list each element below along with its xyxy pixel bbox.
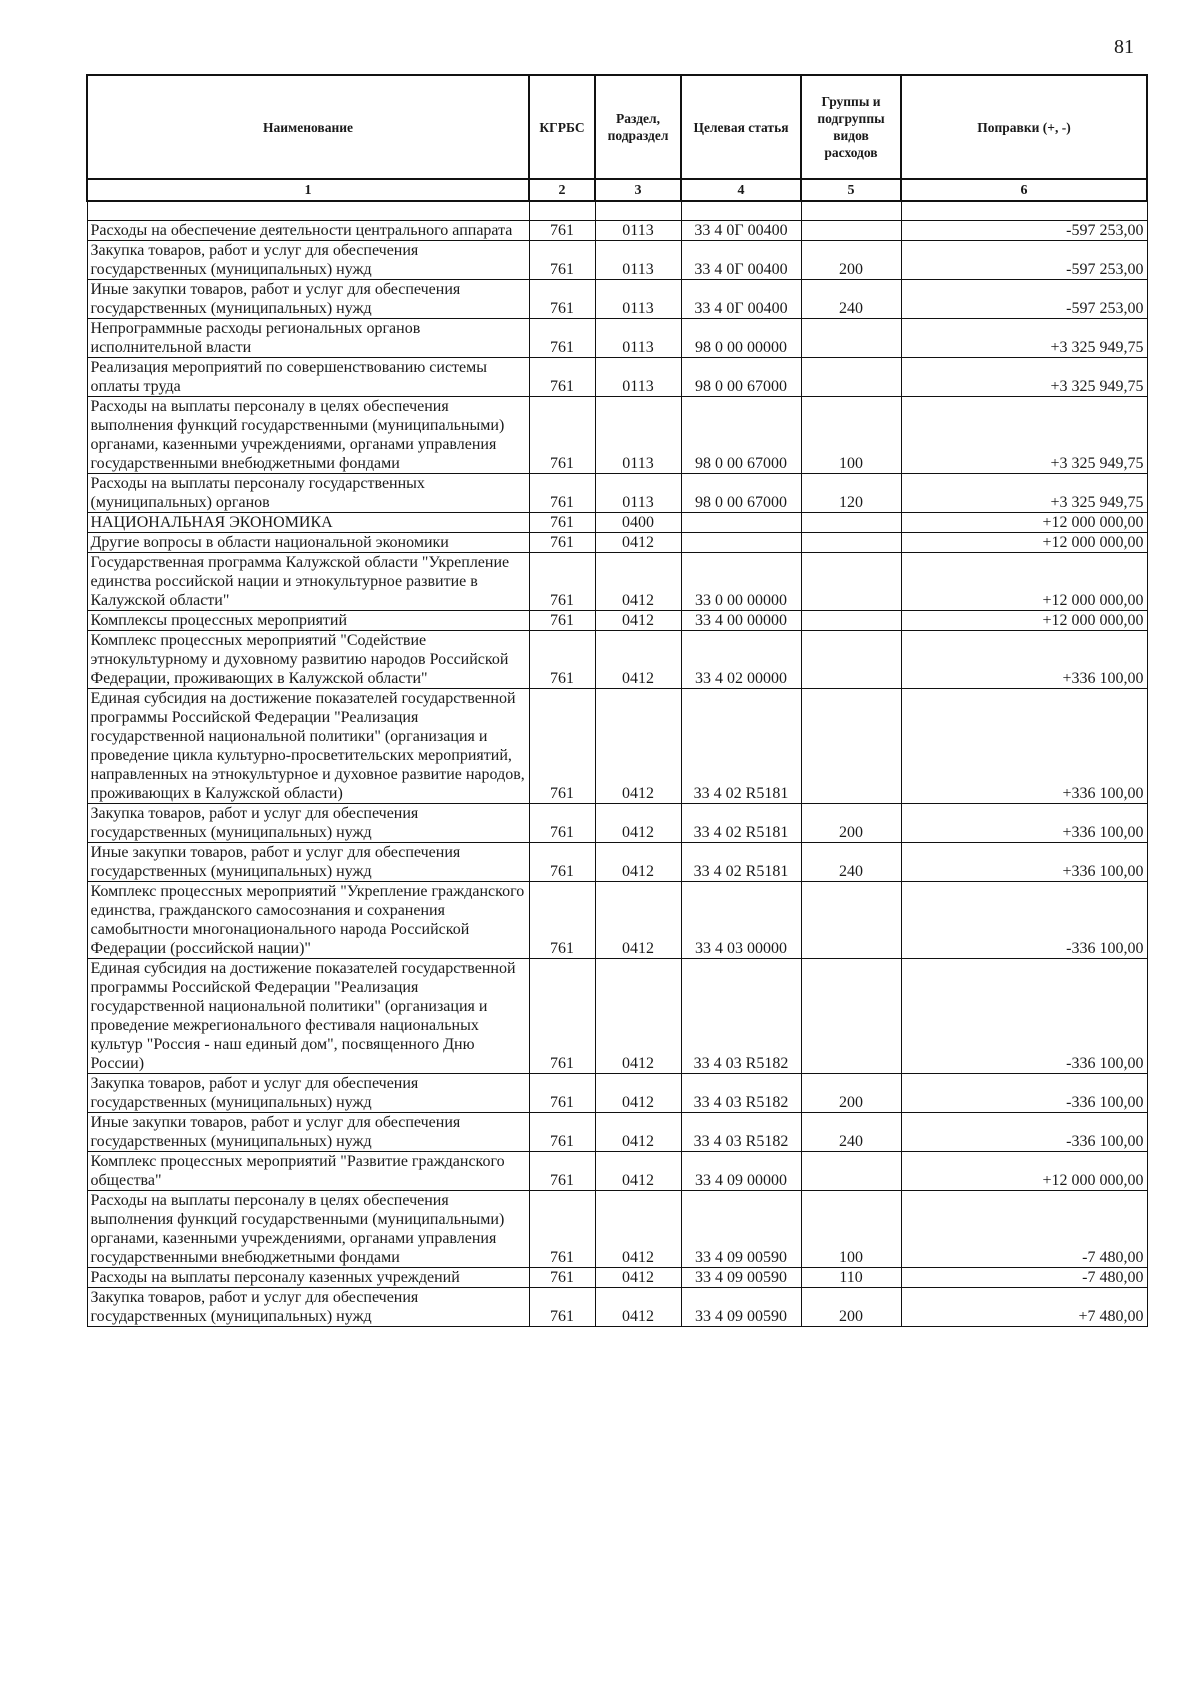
row-section-cell: 0412 xyxy=(595,533,681,553)
row-section-cell: 0412 xyxy=(595,804,681,843)
column-number-row xyxy=(87,179,1147,201)
row-kind-cell xyxy=(801,533,901,553)
row-name-cell: НАЦИОНАЛЬНАЯ ЭКОНОМИКА xyxy=(87,513,529,533)
header-section: Раздел, подраздел xyxy=(595,75,681,179)
row-name-cell: Единая субсидия на достижение показателей государственной программы Российской Федерации "Реализация государственной национальной политики" (организация и проведение межрегионального фестиваля национальных культур "Россия - наш единый дом", посвященного Дню России) xyxy=(87,959,529,1074)
row-target-cell xyxy=(681,513,801,533)
column-number: 2 xyxy=(529,179,595,201)
table-row xyxy=(87,1288,1147,1327)
row-kind-cell: 200 xyxy=(801,1074,901,1113)
row-target-cell: 33 4 0Г 00400 xyxy=(681,241,801,280)
row-section-cell: 0412 xyxy=(595,882,681,959)
row-kind-cell xyxy=(801,358,901,397)
row-target-cell: 98 0 00 00000 xyxy=(681,319,801,358)
row-name-cell: Государственная программа Калужской области "Укрепление единства российской нации и этнокультурное развитие в Калужской области" xyxy=(87,553,529,611)
table-row xyxy=(87,882,1147,959)
row-target-cell: 33 4 0Г 00400 xyxy=(681,221,801,241)
table-row xyxy=(87,1152,1147,1191)
row-kind-cell xyxy=(801,959,901,1074)
column-number: 1 xyxy=(87,179,529,201)
row-section-cell: 0412 xyxy=(595,553,681,611)
row-kind-cell xyxy=(801,611,901,631)
budget-amendments-table xyxy=(86,74,1148,1327)
header-name: Наименование xyxy=(87,75,529,179)
row-section-cell: 0412 xyxy=(595,1113,681,1152)
table-row xyxy=(87,474,1147,513)
row-name-cell: Закупка товаров, работ и услуг для обеспечения государственных (муниципальных) нужд xyxy=(87,1288,529,1327)
row-section-cell: 0412 xyxy=(595,1288,681,1327)
row-name-cell: Расходы на выплаты персоналу в целях обеспечения выполнения функций государственными (муниципальными) органами, казенными учреждениями, органами управления государственными внебюджетными фондами xyxy=(87,397,529,474)
page-number: 81 xyxy=(1114,36,1134,58)
row-target-cell: 33 4 09 00590 xyxy=(681,1191,801,1268)
row-kind-cell: 200 xyxy=(801,241,901,280)
row-kind-cell xyxy=(801,513,901,533)
row-kind-cell xyxy=(801,631,901,689)
row-amount-cell: -7 480,00 xyxy=(901,1268,1147,1288)
row-target-cell: 33 4 03 R5182 xyxy=(681,959,801,1074)
row-name-cell: Единая субсидия на достижение показателей государственной программы Российской Федерации "Реализация государственной национальной политики" (организация и проведение цикла культурно-просветительских мероприятий, направленных на этнокультурное и духовное развитие народов, проживающих в Калужской области) xyxy=(87,689,529,804)
row-kgrbs-cell: 761 xyxy=(529,221,595,241)
table-row xyxy=(87,553,1147,611)
row-kgrbs-cell: 761 xyxy=(529,397,595,474)
row-amount-cell: -336 100,00 xyxy=(901,1074,1147,1113)
row-kind-cell xyxy=(801,319,901,358)
table-row xyxy=(87,1191,1147,1268)
row-amount-cell: +3 325 949,75 xyxy=(901,397,1147,474)
row-kgrbs-cell: 761 xyxy=(529,553,595,611)
row-amount-cell: -336 100,00 xyxy=(901,882,1147,959)
row-section-cell: 0113 xyxy=(595,358,681,397)
row-target-cell: 98 0 00 67000 xyxy=(681,474,801,513)
header-row xyxy=(87,75,1147,179)
row-target-cell: 98 0 00 67000 xyxy=(681,397,801,474)
row-section-cell: 0412 xyxy=(595,843,681,882)
row-amount-cell: -597 253,00 xyxy=(901,241,1147,280)
table-row xyxy=(87,513,1147,533)
row-kind-cell: 240 xyxy=(801,843,901,882)
row-amount-cell: -336 100,00 xyxy=(901,1113,1147,1152)
table-row xyxy=(87,631,1147,689)
column-number: 6 xyxy=(901,179,1147,201)
row-target-cell: 33 4 0Г 00400 xyxy=(681,280,801,319)
row-amount-cell: +336 100,00 xyxy=(901,804,1147,843)
row-amount-cell: +12 000 000,00 xyxy=(901,533,1147,553)
row-kgrbs-cell: 761 xyxy=(529,804,595,843)
row-kgrbs-cell: 761 xyxy=(529,533,595,553)
header-amount: Поправки (+, -) xyxy=(901,75,1147,179)
row-kgrbs-cell: 761 xyxy=(529,319,595,358)
row-kind-cell xyxy=(801,1152,901,1191)
row-kgrbs-cell: 761 xyxy=(529,1268,595,1288)
column-number: 4 xyxy=(681,179,801,201)
row-name-cell: Непрограммные расходы региональных органов исполнительной власти xyxy=(87,319,529,358)
row-target-cell: 33 4 02 R5181 xyxy=(681,804,801,843)
row-section-cell: 0412 xyxy=(595,631,681,689)
row-target-cell: 33 0 00 00000 xyxy=(681,553,801,611)
table-row xyxy=(87,611,1147,631)
row-amount-cell: +7 480,00 xyxy=(901,1288,1147,1327)
row-kgrbs-cell: 761 xyxy=(529,631,595,689)
row-kgrbs-cell: 761 xyxy=(529,1074,595,1113)
row-kgrbs-cell: 761 xyxy=(529,882,595,959)
row-amount-cell: +12 000 000,00 xyxy=(901,553,1147,611)
column-number: 5 xyxy=(801,179,901,201)
row-amount-cell: -597 253,00 xyxy=(901,221,1147,241)
table-row xyxy=(87,1113,1147,1152)
row-section-cell: 0113 xyxy=(595,397,681,474)
row-target-cell xyxy=(681,533,801,553)
row-kind-cell: 120 xyxy=(801,474,901,513)
row-name-cell: Иные закупки товаров, работ и услуг для обеспечения государственных (муниципальных) нужд xyxy=(87,1113,529,1152)
table-row xyxy=(87,241,1147,280)
row-kgrbs-cell: 761 xyxy=(529,513,595,533)
row-target-cell: 33 4 03 R5182 xyxy=(681,1074,801,1113)
row-section-cell: 0412 xyxy=(595,1074,681,1113)
row-amount-cell: -7 480,00 xyxy=(901,1191,1147,1268)
row-target-cell: 33 4 02 R5181 xyxy=(681,689,801,804)
table-row xyxy=(87,280,1147,319)
row-name-cell: Комплексы процессных мероприятий xyxy=(87,611,529,631)
row-amount-cell: -597 253,00 xyxy=(901,280,1147,319)
row-name-cell: Другие вопросы в области национальной экономики xyxy=(87,533,529,553)
table-row xyxy=(87,319,1147,358)
row-kgrbs-cell: 761 xyxy=(529,611,595,631)
row-name-cell: Иные закупки товаров, работ и услуг для обеспечения государственных (муниципальных) нужд xyxy=(87,280,529,319)
row-section-cell: 0113 xyxy=(595,221,681,241)
row-target-cell: 33 4 09 00590 xyxy=(681,1288,801,1327)
row-kgrbs-cell: 761 xyxy=(529,1113,595,1152)
row-kind-cell: 240 xyxy=(801,1113,901,1152)
row-amount-cell: +12 000 000,00 xyxy=(901,1152,1147,1191)
row-kgrbs-cell: 761 xyxy=(529,1191,595,1268)
table-row xyxy=(87,843,1147,882)
row-amount-cell: +336 100,00 xyxy=(901,843,1147,882)
row-target-cell: 33 4 02 00000 xyxy=(681,631,801,689)
row-amount-cell: +3 325 949,75 xyxy=(901,319,1147,358)
row-name-cell: Комплекс процессных мероприятий "Содействие этнокультурному и духовному развитию народов Российской Федерации, проживающих в Калужской области" xyxy=(87,631,529,689)
row-name-cell: Закупка товаров, работ и услуг для обеспечения государственных (муниципальных) нужд xyxy=(87,804,529,843)
row-target-cell: 33 4 03 00000 xyxy=(681,882,801,959)
table-row xyxy=(87,804,1147,843)
row-kgrbs-cell: 761 xyxy=(529,689,595,804)
table-row xyxy=(87,397,1147,474)
row-name-cell: Расходы на выплаты персоналу в целях обеспечения выполнения функций государственными (муниципальными) органами, казенными учреждениями, органами управления государственными внебюджетными фондами xyxy=(87,1191,529,1268)
row-amount-cell: +3 325 949,75 xyxy=(901,358,1147,397)
table-row xyxy=(87,1074,1147,1113)
row-kind-cell: 240 xyxy=(801,280,901,319)
table-row xyxy=(87,533,1147,553)
row-amount-cell: +12 000 000,00 xyxy=(901,611,1147,631)
row-target-cell: 33 4 02 R5181 xyxy=(681,843,801,882)
row-kind-cell: 100 xyxy=(801,1191,901,1268)
row-section-cell: 0113 xyxy=(595,241,681,280)
row-kind-cell: 110 xyxy=(801,1268,901,1288)
header-kgrbs: КГРБС xyxy=(529,75,595,179)
row-target-cell: 98 0 00 67000 xyxy=(681,358,801,397)
table-row xyxy=(87,221,1147,241)
row-kgrbs-cell: 761 xyxy=(529,474,595,513)
row-kind-cell: 200 xyxy=(801,1288,901,1327)
row-name-cell: Комплекс процессных мероприятий "Развитие гражданского общества" xyxy=(87,1152,529,1191)
table-row xyxy=(87,358,1147,397)
row-section-cell: 0400 xyxy=(595,513,681,533)
row-amount-cell: +336 100,00 xyxy=(901,631,1147,689)
header-kind: Группы и подгруппы видов расходов xyxy=(801,75,901,179)
column-number: 3 xyxy=(595,179,681,201)
row-kind-cell xyxy=(801,882,901,959)
row-name-cell: Закупка товаров, работ и услуг для обеспечения государственных (муниципальных) нужд xyxy=(87,1074,529,1113)
row-section-cell: 0113 xyxy=(595,474,681,513)
row-section-cell: 0412 xyxy=(595,1152,681,1191)
row-kgrbs-cell: 761 xyxy=(529,843,595,882)
header-target: Целевая статья xyxy=(681,75,801,179)
row-section-cell: 0113 xyxy=(595,280,681,319)
row-kind-cell xyxy=(801,553,901,611)
row-kind-cell xyxy=(801,221,901,241)
row-kgrbs-cell: 761 xyxy=(529,959,595,1074)
row-kgrbs-cell: 761 xyxy=(529,1152,595,1191)
row-amount-cell: +12 000 000,00 xyxy=(901,513,1147,533)
row-name-cell: Расходы на обеспечение деятельности центрального аппарата xyxy=(87,221,529,241)
row-amount-cell: -336 100,00 xyxy=(901,959,1147,1074)
row-amount-cell: +336 100,00 xyxy=(901,689,1147,804)
row-section-cell: 0412 xyxy=(595,959,681,1074)
row-section-cell: 0412 xyxy=(595,689,681,804)
row-kind-cell: 100 xyxy=(801,397,901,474)
row-target-cell: 33 4 09 00000 xyxy=(681,1152,801,1191)
row-kgrbs-cell: 761 xyxy=(529,241,595,280)
row-target-cell: 33 4 09 00590 xyxy=(681,1268,801,1288)
row-kgrbs-cell: 761 xyxy=(529,280,595,319)
row-amount-cell: +3 325 949,75 xyxy=(901,474,1147,513)
table-body xyxy=(87,201,1147,1327)
row-name-cell: Закупка товаров, работ и услуг для обеспечения государственных (муниципальных) нужд xyxy=(87,241,529,280)
table-row xyxy=(87,689,1147,804)
table-row xyxy=(87,959,1147,1074)
row-name-cell: Расходы на выплаты персоналу государственных (муниципальных) органов xyxy=(87,474,529,513)
row-kgrbs-cell: 761 xyxy=(529,358,595,397)
row-kgrbs-cell: 761 xyxy=(529,1288,595,1327)
spacer-row xyxy=(87,201,1147,221)
row-name-cell: Расходы на выплаты персоналу казенных учреждений xyxy=(87,1268,529,1288)
row-name-cell: Комплекс процессных мероприятий "Укрепление гражданского единства, гражданского самосознания и сохранения самобытности многонационального народа Российской Федерации (российской нации)" xyxy=(87,882,529,959)
table-row xyxy=(87,1268,1147,1288)
row-name-cell: Реализация мероприятий по совершенствованию системы оплаты труда xyxy=(87,358,529,397)
row-section-cell: 0113 xyxy=(595,319,681,358)
row-section-cell: 0412 xyxy=(595,1268,681,1288)
row-target-cell: 33 4 00 00000 xyxy=(681,611,801,631)
row-name-cell: Иные закупки товаров, работ и услуг для обеспечения государственных (муниципальных) нужд xyxy=(87,843,529,882)
row-target-cell: 33 4 03 R5182 xyxy=(681,1113,801,1152)
row-section-cell: 0412 xyxy=(595,611,681,631)
row-kind-cell: 200 xyxy=(801,804,901,843)
row-section-cell: 0412 xyxy=(595,1191,681,1268)
row-kind-cell xyxy=(801,689,901,804)
